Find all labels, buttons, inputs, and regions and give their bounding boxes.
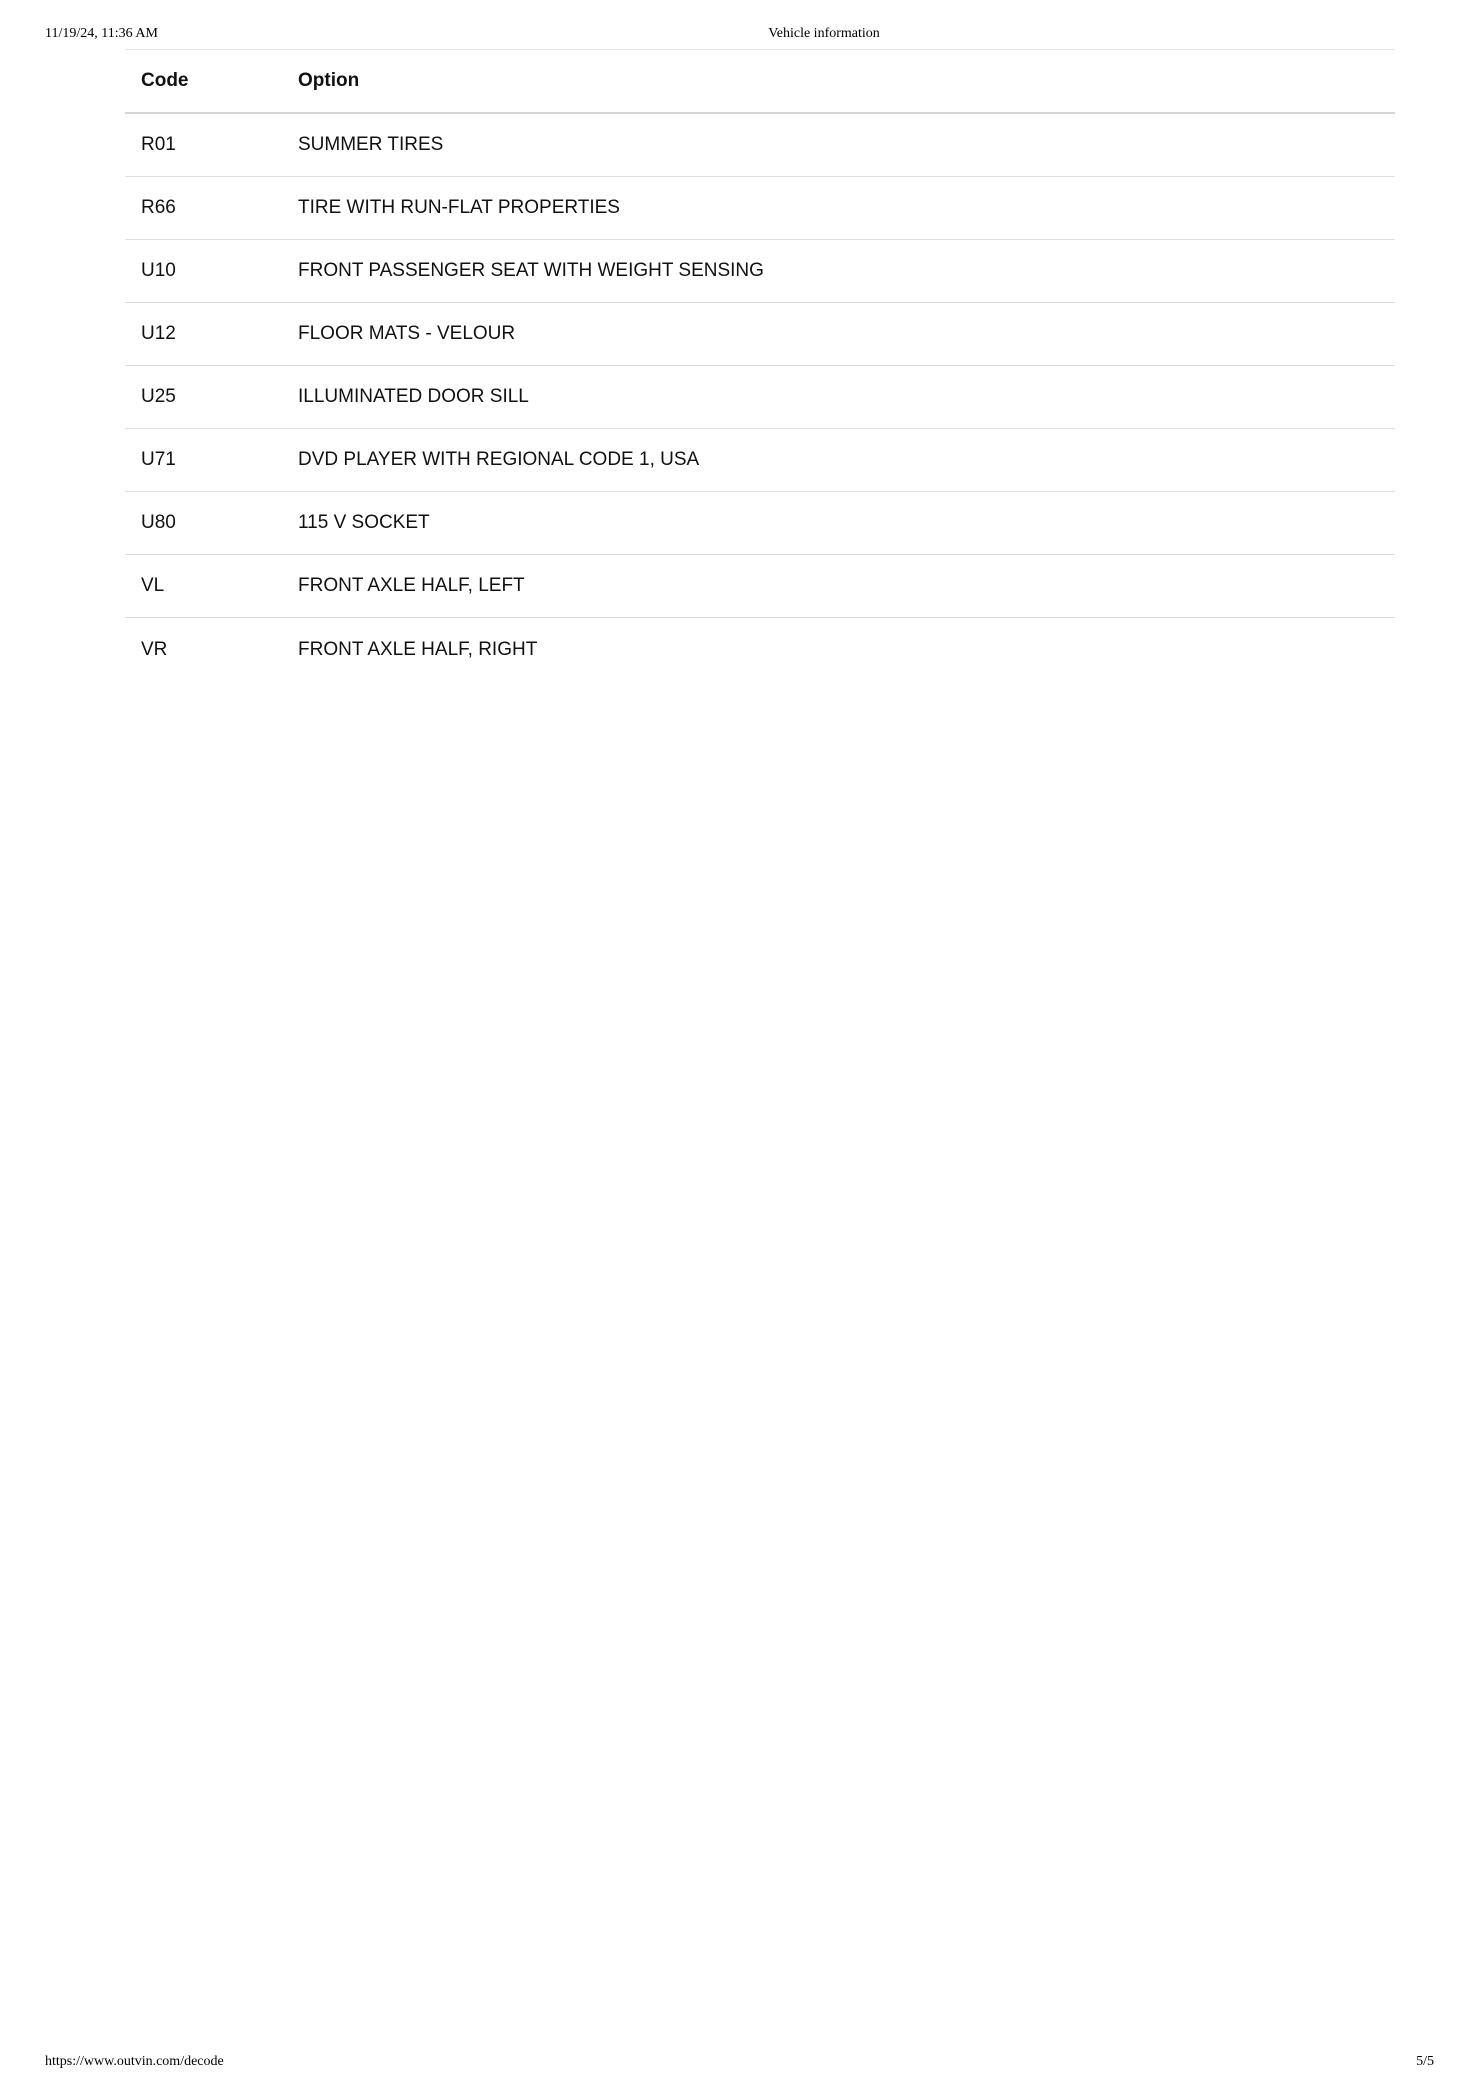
table-row bbox=[125, 366, 1395, 429]
option-description-cell: FRONT PASSENGER SEAT WITH WEIGHT SENSING bbox=[298, 260, 764, 281]
print-source-url: https://www.outvin.com/decode bbox=[45, 2054, 224, 2069]
option-code-cell: U10 bbox=[141, 260, 176, 281]
table-row bbox=[125, 429, 1395, 492]
option-description-cell: FRONT AXLE HALF, LEFT bbox=[298, 575, 525, 596]
table-row bbox=[125, 303, 1395, 366]
table-row bbox=[125, 240, 1395, 303]
column-header-code: Code bbox=[141, 70, 189, 91]
option-description-cell: FRONT AXLE HALF, RIGHT bbox=[298, 638, 538, 660]
option-code-cell: U12 bbox=[141, 323, 176, 344]
option-code-cell: VR bbox=[141, 638, 168, 660]
option-code-cell: R66 bbox=[141, 197, 176, 218]
option-description-cell: 115 V SOCKET bbox=[298, 512, 430, 533]
table-row bbox=[125, 114, 1395, 177]
option-code-cell: U25 bbox=[141, 386, 176, 407]
option-description-cell: DVD PLAYER WITH REGIONAL CODE 1, USA bbox=[298, 449, 700, 470]
table-row bbox=[125, 555, 1395, 618]
option-description-cell: FLOOR MATS - VELOUR bbox=[298, 323, 516, 344]
column-header-option: Option bbox=[298, 70, 360, 91]
option-description-cell: ILLUMINATED DOOR SILL bbox=[298, 386, 529, 407]
option-code-cell: R01 bbox=[141, 134, 176, 155]
option-code-cell: U71 bbox=[141, 449, 176, 470]
vehicle-options-table bbox=[125, 49, 1395, 681]
print-page-number: 5/5 bbox=[1416, 2054, 1434, 2069]
option-description-cell: SUMMER TIRES bbox=[298, 134, 444, 155]
option-description-cell: TIRE WITH RUN-FLAT PROPERTIES bbox=[298, 197, 620, 218]
table-header-row bbox=[125, 50, 1395, 114]
print-header bbox=[0, 26, 1470, 46]
print-page-title: Vehicle information bbox=[768, 26, 880, 41]
print-footer bbox=[0, 2054, 1470, 2074]
table-row bbox=[125, 492, 1395, 555]
table-row bbox=[125, 177, 1395, 240]
print-datetime: 11/19/24, 11:36 AM bbox=[45, 26, 158, 41]
option-code-cell: U80 bbox=[141, 512, 176, 533]
table-row bbox=[125, 618, 1395, 681]
option-code-cell: VL bbox=[141, 575, 165, 596]
